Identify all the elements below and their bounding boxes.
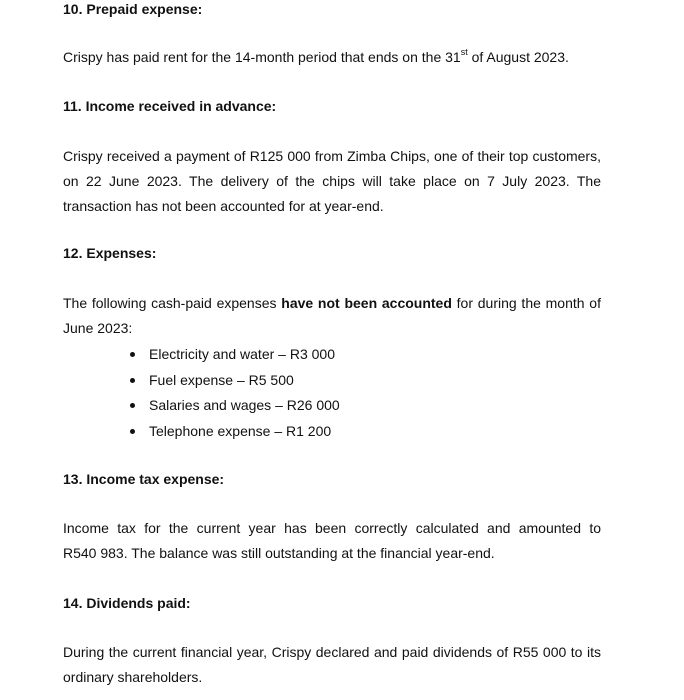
bullet-icon (130, 403, 135, 408)
section-14-heading: 14. Dividends paid: (63, 595, 191, 611)
section-14-paragraph (63, 640, 601, 690)
section-12-intro-line-2: June 2023: (63, 320, 133, 336)
section-13-heading: 13. Income tax expense: (63, 471, 225, 487)
section-10-line (63, 45, 601, 70)
section-10-heading: 10. Prepaid expense: (63, 1, 203, 17)
section-12-intro-bold: have not been accounted (281, 295, 452, 311)
section-11-paragraph (63, 144, 601, 219)
bullet-icon (130, 429, 135, 434)
section-11-heading: 11. Income received in advance: (63, 98, 277, 114)
section-11-line-1: Crispy received a payment of R125 000 from Zimba Chips, one of their top customers, (63, 148, 601, 164)
section-12-intro-line-1 (63, 291, 601, 316)
section-12-paragraph (63, 291, 601, 341)
list-item-text: Electricity and water – R3 000 (149, 346, 335, 362)
bullet-icon (130, 352, 135, 357)
list-item (130, 419, 340, 445)
section-14-line-2: ordinary shareholders. (63, 669, 203, 685)
section-13-paragraph (63, 516, 601, 566)
bullet-icon (130, 378, 135, 383)
section-10-text-after: of August 2023. (467, 49, 569, 65)
section-11-line-2: on 22 June 2023. The delivery of the chips will take place on 7 July 2023. The (63, 173, 601, 189)
ordinal-suffix: st (460, 47, 468, 58)
list-item-text: Fuel expense – R5 500 (149, 371, 294, 388)
list-item (130, 342, 340, 368)
section-12-intro-after: for during the month of (451, 295, 601, 311)
section-11-line-3: transaction has not been accounted for at year-end. (63, 198, 384, 214)
section-12-intro-before: The following cash-paid expenses (63, 295, 282, 311)
list-item (130, 368, 340, 394)
expense-list (130, 342, 340, 444)
list-item-text: Telephone expense – R1 200 (149, 422, 332, 439)
list-item-text: Salaries and wages – R26 000 (149, 397, 340, 413)
section-10-paragraph (63, 45, 601, 70)
section-12-heading: 12. Expenses: (63, 245, 157, 261)
section-13-line-1: Income tax for the current year has been correctly calculated and amounted to (63, 520, 601, 536)
section-10-text-before: Crispy has paid rent for the 14-month period that ends on the 31 (63, 49, 461, 65)
list-item (130, 393, 340, 419)
section-13-line-2: R540 983. The balance was still outstanding at the financial year-end. (63, 545, 495, 561)
section-14-line-1: During the current financial year, Crispy declared and paid dividends of R55 000 to its (63, 644, 601, 660)
